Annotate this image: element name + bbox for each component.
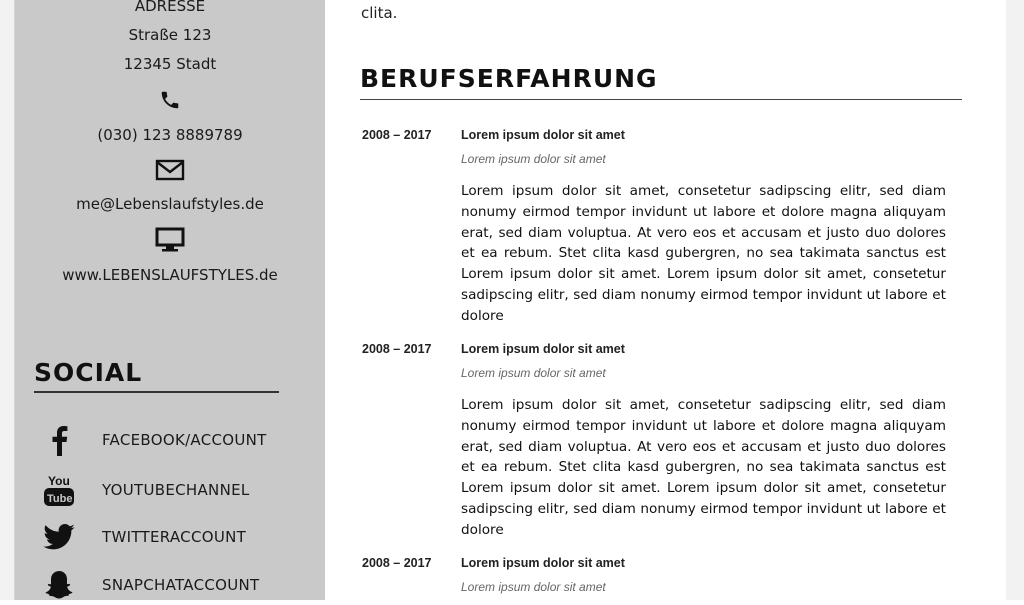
page-edge-left	[0, 0, 15, 600]
phone-number: (030) 123 8889789	[97, 126, 243, 144]
youtube-icon	[39, 470, 79, 510]
entry-title: Lorem ipsum dolor sit amet	[461, 342, 625, 356]
address-city: 12345 Stadt	[123, 55, 217, 73]
social-label-snapchat: SNAPCHATACCOUNT	[102, 576, 260, 594]
address-street: Straße 123	[128, 26, 212, 44]
social-label-youtube: YOUTUBECHANNEL	[102, 481, 250, 499]
entry-body: Lorem ipsum dolor sit amet, consetetur sadipscing elitr, sed diam nonumy eirmod tempor invidunt ut labore et dolore magna aliquyam erat, sed diam voluptua. At vero eos et accusam et justo duo dolores et ea rebum. Stet clita kasd gubergren, no sea takimata sanctus est Lorem ipsum dolor sit amet. Lorem ipsum dolor sit amet, consetetur sadipscing elitr, sed diam nonumy eirmod tempor invidunt ut labore et dolore	[461, 397, 946, 538]
social-item-youtube	[39, 470, 319, 510]
entry-subtitle: Lorem ipsum dolor sit amet	[461, 366, 606, 380]
social-label-facebook: FACEBOOK/ACCOUNT	[102, 431, 267, 449]
website-url: www.LEBENSLAUFSTYLES.de	[62, 266, 278, 284]
sidebar	[15, 0, 325, 600]
email-icon	[15, 150, 325, 190]
phone-icon	[15, 79, 325, 121]
entry-title: Lorem ipsum dolor sit amet	[461, 556, 625, 570]
entry-body: Lorem ipsum dolor sit amet, consetetur sadipscing elitr, sed diam nonumy eirmod tempor invidunt ut labore et dolore magna aliquyam erat, sed diam voluptua. At vero eos et accusam et justo duo dolores et ea rebum. Stet clita kasd gubergren, no sea takimata sanctus est Lorem ipsum dolor sit amet. Lorem ipsum dolor sit amet, consetetur sadipscing elitr, sed diam nonumy eirmod tempor invidunt ut labore et dolore	[461, 183, 946, 324]
address-label: ADRESSE	[134, 0, 206, 15]
svg-text:You: You	[48, 474, 70, 488]
social-item-facebook	[39, 420, 319, 460]
entry-subtitle: Lorem ipsum dolor sit amet	[461, 580, 606, 594]
entry-date: 2008 – 2017	[362, 556, 432, 570]
top-text-fragment: clita.	[361, 4, 398, 22]
monitor-icon	[15, 219, 325, 261]
email-address: me@Lebenslaufstyles.de	[76, 195, 264, 213]
entry-date: 2008 – 2017	[362, 128, 432, 142]
contact-block	[15, 0, 325, 290]
section-title-experience: BERUFSERFAHRUNG	[360, 64, 962, 100]
page-edge-right	[1005, 0, 1024, 600]
facebook-icon	[39, 420, 79, 460]
social-item-twitter	[39, 517, 319, 557]
snapchat-icon	[39, 565, 79, 605]
social-heading: SOCIAL	[34, 358, 279, 393]
social-label-twitter: TWITTERACCOUNT	[102, 528, 247, 546]
main-content	[326, 0, 1006, 600]
entry-title: Lorem ipsum dolor sit amet	[461, 128, 625, 142]
entry-subtitle: Lorem ipsum dolor sit amet	[461, 152, 606, 166]
twitter-icon	[39, 517, 79, 557]
entry-date: 2008 – 2017	[362, 342, 432, 356]
svg-text:Tube: Tube	[47, 493, 73, 505]
social-item-snapchat	[39, 565, 319, 605]
